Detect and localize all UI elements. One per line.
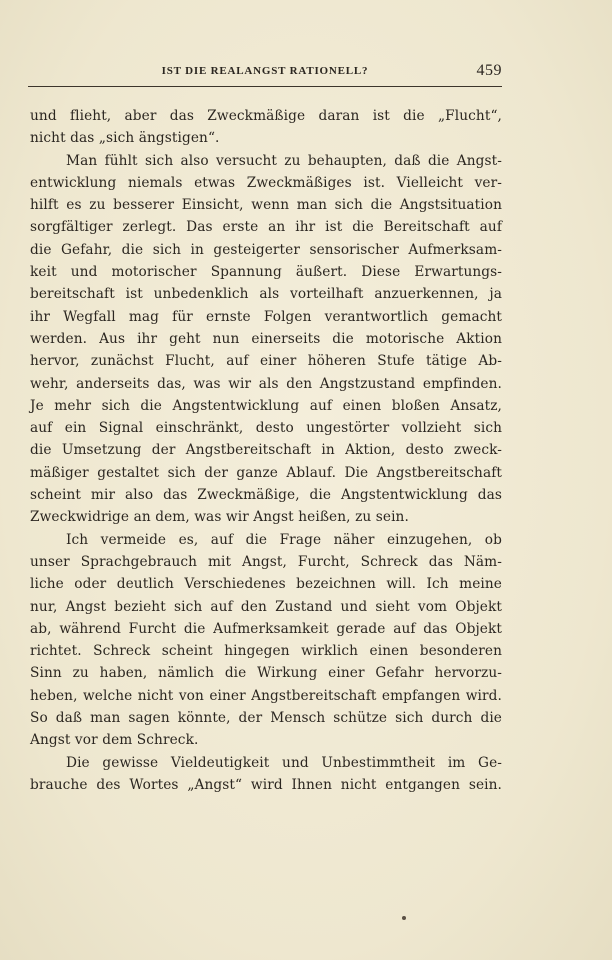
paragraph [30,752,502,797]
text-line: Angst vor dem Schreck. [30,732,199,749]
text-line: hilft es zu besserer Einsicht, wenn man sich die Angstsituation [30,197,502,214]
text-line: keit und motorischer Spannung äußert. Diese Erwartungs- [30,264,502,281]
text-line: Die gewisse Vieldeutigkeit und Unbestimmtheit im Ge- [66,754,502,771]
text-line: und flieht, aber das Zweckmäßige daran ist die „Flucht“, [30,108,502,124]
text-line: ab, während Furcht die Aufmerksamkeit gerade auf das Objekt [30,620,502,637]
text-line: nicht das „sich ängstigen“. [30,130,220,147]
page-number: 459 [476,62,502,79]
text-line: hervor, zunächst Flucht, auf einer höheren Stufe tätige Ab- [30,353,502,370]
text-line: nur, Angst bezieht sich auf den Zustand und sieht vom Objekt [30,598,502,615]
text-line: ihr Wegfall mag für ernste Folgen verantwortlich gemacht [30,308,502,325]
text-line: mäßiger gestaltet sich der ganze Ablauf. Die Angstbereitschaft [30,464,502,481]
text-line: wehr, anderseits das, was wir als den Angstzustand empfinden. [30,375,502,392]
text-line: entwicklung niemals etwas Zweckmäßiges ist. Vielleicht ver- [30,174,502,191]
paragraph [30,150,502,529]
text-line: die Gefahr, die sich in gesteigerter sensorischer Aufmerksam- [30,241,502,258]
text-line: Sinn zu haben, nämlich die Wirkung einer Gefahr hervorzu- [30,665,502,682]
text-line: werden. Aus ihr geht nun einerseits die motorische Aktion [30,330,502,347]
text-line: heben, welche nicht von einer Angstbereitschaft empfangen wird. [30,687,502,704]
text-line: Ich vermeide es, auf die Frage näher einzugehen, ob [66,531,502,548]
text-line: liche oder deutlich Verschiedenes bezeichnen will. Ich meine [30,576,502,593]
body-text [30,105,502,796]
text-line: Zweckwidrige an dem, was wir Angst heißen, zu sein. [30,509,409,526]
text-line: bereitschaft ist unbedenklich als vorteilhaft anzuerkennen, ja [30,286,502,303]
text-line: unser Sprachgebrauch mit Angst, Furcht, Schreck das Näm- [30,553,502,570]
text-line: richtet. Schreck scheint hingegen wirklich einen besonderen [30,643,502,660]
header-rule [28,86,502,87]
text-line: scheint mir also das Zweckmäßige, die Angstentwicklung das [30,487,502,504]
text-line: auf ein Signal einschränkt, desto ungestörter vollzieht sich [30,420,502,437]
text-line: sorgfältiger zerlegt. Das erste an ihr ist die Bereitschaft auf [30,219,502,236]
text-line: brauche des Wortes „Angst“ wird Ihnen nicht entgangen sein. [30,776,502,793]
text-line: Man fühlt sich also versucht zu behaupten, daß die Angst- [66,152,502,169]
text-line: So daß man sagen könnte, der Mensch schütze sich durch die [30,710,502,727]
text-line: die Umsetzung der Angstbereitschaft in Aktion, desto zweck- [30,442,502,459]
text-line: Je mehr sich die Angstentwicklung auf einen bloßen Ansatz, [30,397,502,414]
running-title: IST DIE REALANGST RATIONELL? [161,65,369,77]
running-head [28,62,502,82]
paragraph [30,105,502,150]
paragraph [30,529,502,752]
printer-mark [402,916,406,920]
